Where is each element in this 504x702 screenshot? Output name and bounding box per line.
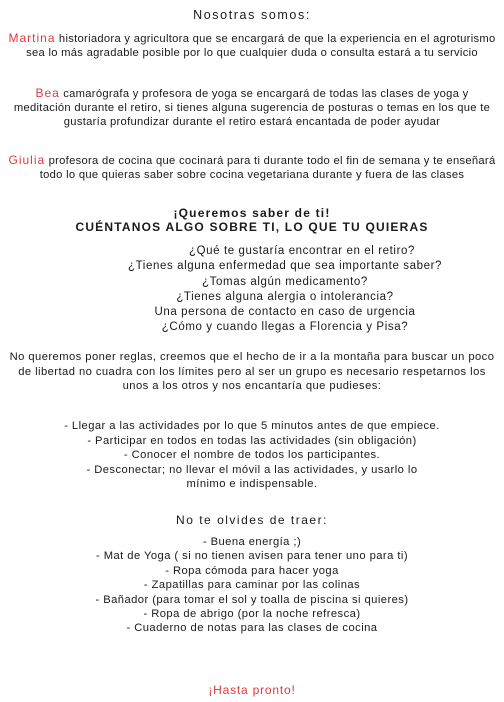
bring-item: - Ropa cómoda para hacer yoga (165, 564, 339, 577)
rule-item: - Desconectar; no llevar el móvil a las actividades, y usarlo lo mínimo e indispensable. (86, 463, 418, 491)
team-member-bea (8, 86, 496, 129)
member-name: Bea (35, 86, 60, 100)
bring-title: No te olvides de traer: (176, 513, 328, 527)
rule-item: - Conocer el nombre de todos los participantes. (123, 449, 381, 462)
team-member-giulia (8, 153, 496, 182)
questions-list (90, 244, 480, 336)
team-member-martina (8, 31, 496, 60)
rule-item: - Llegar a las actividades por lo que 5 minutos antes de que empiece. (64, 420, 440, 432)
question-item: ¿Qué te gustaría encontrar en el retiro? (189, 245, 415, 257)
bring-item: - Zapatillas para caminar por las colinas (143, 579, 361, 592)
question-item: ¿Tienes alguna alergia o intolerancia? (176, 290, 394, 303)
member-description: historiadora y agricultora que se encargará de que la experiencia en el agroturismo sea lo más agradable posible por lo que cualquier duda o consulta estará a tu servicio (26, 33, 496, 59)
question-item: ¿Cómo y cuando llegas a Florencia y Pisa? (161, 321, 409, 334)
question-item: ¿Tomas algún medicamento? (202, 275, 368, 288)
member-description: camarógrafa y profesora de yoga se encargará de todas las clases de yoga y meditación durante el retiro, si tienes alguna sugerencia de posturas o temas en los que te gustaría profundizar durante el retiro estará encantada de poder ayudar (13, 88, 491, 128)
ask-heading-line-1: ¡Queremos saber de ti! (173, 206, 331, 220)
rules-intro: No queremos poner reglas, creemos que el hecho de ir a la montaña para buscar un poco de libertad no cuadra con los límites pero al ser un grupo es necesario respetarnos los unos a los otros y nos encantaría que pudieses: (9, 351, 495, 393)
ask-heading (8, 206, 496, 234)
member-name: Giulia (8, 153, 46, 167)
bring-item: - Mat de Yoga ( si no tienen avisen para tener uno para ti) (95, 550, 408, 563)
bring-item: - Ropa de abrigo (por la noche refresca) (143, 608, 361, 621)
ask-heading-line-2: CUÉNTANOS ALGO SOBRE TI, LO QUE TU QUIERAS (75, 220, 429, 234)
member-name: Martina (8, 31, 56, 45)
bring-item: - Buena energía ;) (202, 536, 302, 548)
bring-list (30, 535, 474, 636)
page-title: Nosotras somos: (193, 8, 311, 22)
bring-item: - Bañador (para tomar el sol y toalla de piscina si quieres) (95, 593, 409, 606)
rule-item: - Participar en todos en todas las actividades (sin obligación) (87, 434, 417, 447)
member-description: profesora de cocina que cocinará para ti durante todo el fin de semana y te enseñará todo lo que quieras saber sobre cocina vegetariana durante y fuera de las clases (39, 155, 496, 181)
rules-list (6, 419, 498, 492)
question-item: Una persona de contacto en caso de urgencia (154, 306, 416, 319)
farewell: ¡Hasta pronto! (208, 683, 296, 697)
bring-item: - Cuaderno de notas para las clases de cocina (126, 622, 378, 635)
question-item: ¿Tienes alguna enfermedad que sea importante saber? (127, 260, 443, 273)
